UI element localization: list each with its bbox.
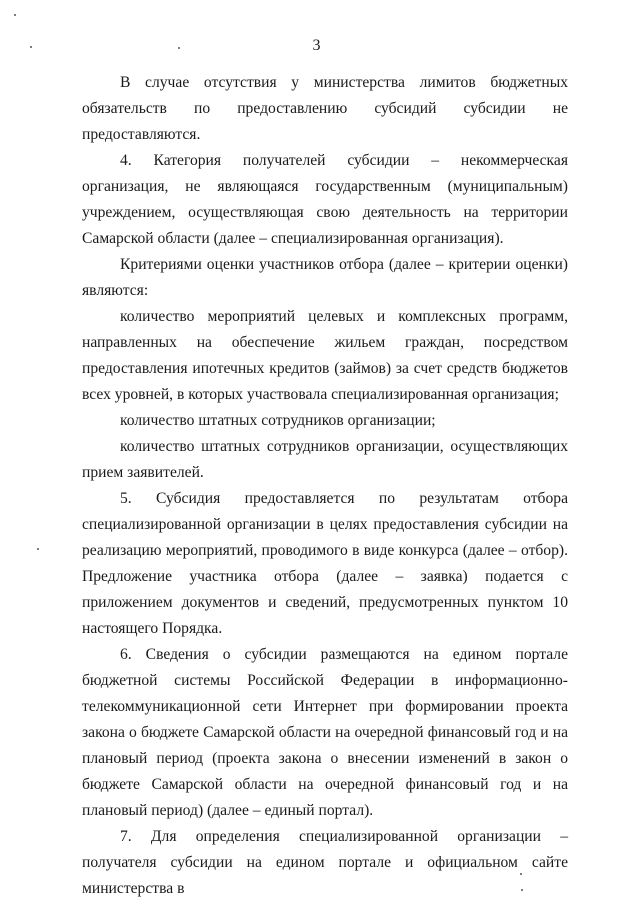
criterion-programs-count: количество мероприятий целевых и комплексных программ, направленных на обеспечение жильем граждан, посредством предоставления ипотечных кредитов (займов) за счет средств бюджетов всех уровней, в которых участвовала специализированная организация; — [82, 308, 568, 403]
paragraph-determination: 7. Для определения специализированной организации – получателя субсидии на едином портале и официальном сайте министерства в — [82, 828, 568, 897]
page-number: 3 — [312, 37, 321, 54]
document-body — [82, 70, 568, 902]
scan-speck — [178, 47, 180, 49]
paragraph-criteria-intro: Критериями оценки участников отбора (далее – критерии оценки) являются: — [82, 256, 568, 299]
paragraph-recipient-category: 4. Категория получателей субсидии – некоммерческая организация, не являющаяся государственным (муниципальным) учреждением, осуществляющая свою деятельность на территории Самарской области (далее – специализированная организация). — [82, 152, 568, 247]
criterion-reception-staff: количество штатных сотрудников организации, осуществляющих прием заявителей. — [82, 438, 568, 481]
paragraph-budget-limits: В случае отсутствия у министерства лимитов бюджетных обязательств по предоставлению субсидий субсидии не предоставляются. — [82, 74, 568, 143]
criterion-staff-count: количество штатных сотрудников организации; — [120, 412, 436, 429]
paragraph-selection: 5. Субсидия предоставляется по результатам отбора специализированной организации в целях предоставления субсидии на реализацию мероприятий, проводимого в виде конкурса (далее – отбор). Предложение участника отбора (далее – заявка) подается с приложением документов и сведений, предусмотренных пунктом 10 настоящего Порядка. — [82, 490, 568, 637]
scan-speck — [521, 889, 523, 891]
scan-speck — [30, 46, 32, 48]
scan-speck — [37, 548, 39, 550]
scan-speck — [520, 873, 522, 875]
scan-speck — [14, 14, 16, 16]
paragraph-portal-info: 6. Сведения о субсидии размещаются на едином портале бюджетной системы Российской Федерации в информационно-телекоммуникационной сети Интернет при формировании проекта закона о бюджете Самарской области на очередной финансовый год и на плановый период (проекта закона о внесении изменений в закон о бюджете Самарской области на очередной финансовый год и на плановый период) (далее – единый портал). — [82, 646, 568, 819]
